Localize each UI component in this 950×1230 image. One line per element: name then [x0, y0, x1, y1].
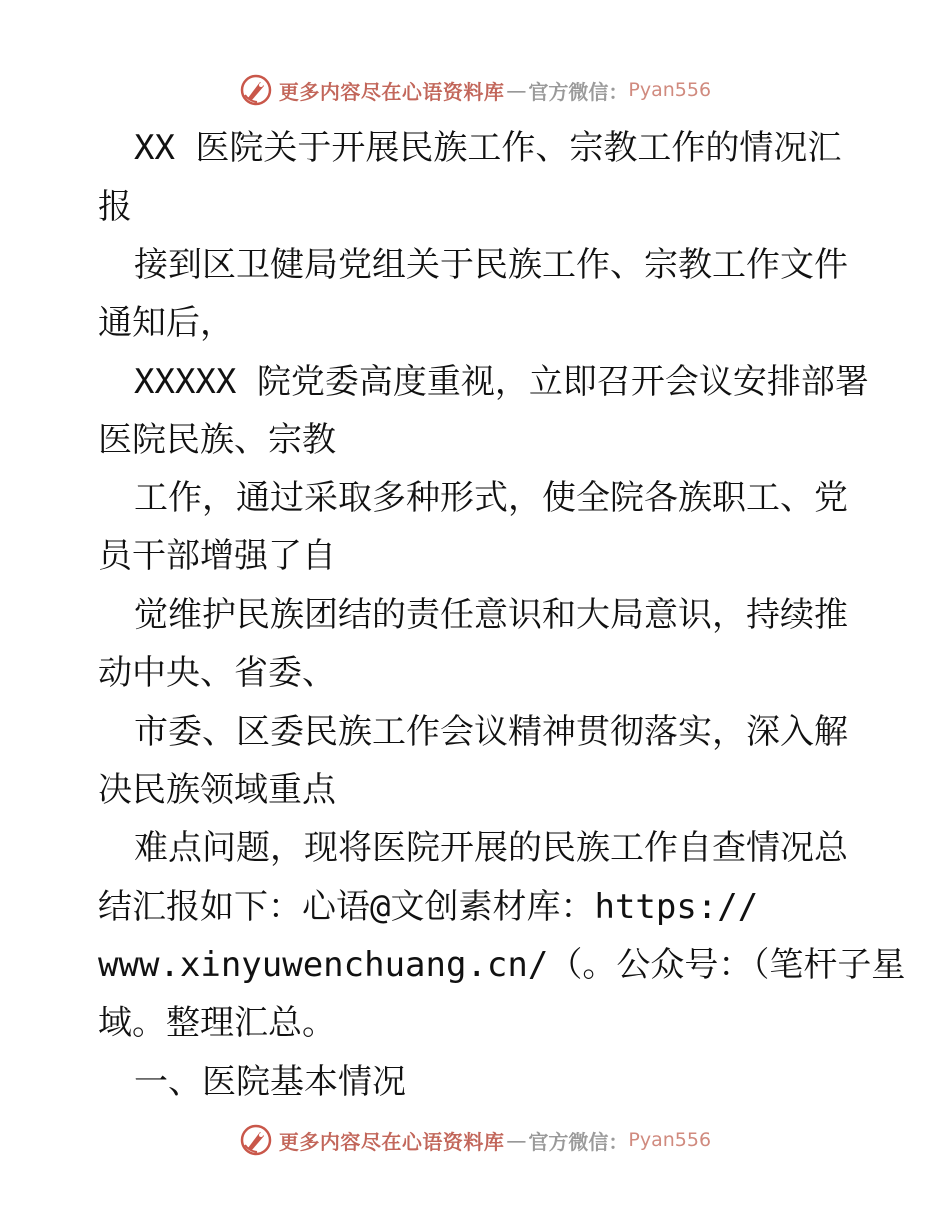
- paragraph-line: 动中央、省委、: [98, 653, 336, 693]
- paragraph-line: www.xinyuwenchuang.cn/（。公众号：（笔杆子星: [98, 945, 906, 985]
- banner-text: 更多内容尽在心语资料库: [278, 79, 505, 104]
- title-line-2: 报: [98, 187, 132, 227]
- title-line-1: XX 医院关于开展民族工作、宗教工作的情况汇: [134, 128, 842, 168]
- banner-separator: —: [506, 78, 527, 102]
- banner-contact-id: Pyan556: [628, 1129, 712, 1151]
- header-watermark-banner: [0, 70, 950, 110]
- banner-separator: —: [506, 1128, 527, 1152]
- section-heading: 一、医院基本情况: [134, 1062, 406, 1102]
- paragraph-line: 接到区卫健局党组关于民族工作、宗教工作文件: [134, 245, 848, 285]
- paragraph-line: 市委、区委民族工作会议精神贯彻落实，深入解: [134, 712, 848, 752]
- paragraph-line: 医院民族、宗教: [98, 420, 336, 460]
- banner-contact-label: 官方微信：: [528, 1129, 629, 1154]
- footer-watermark-banner: [0, 1120, 950, 1160]
- paragraph-line: 难点问题，现将医院开展的民族工作自查情况总: [134, 828, 848, 868]
- paragraph-line: 结汇报如下：心语@文创素材库：https://: [98, 887, 759, 927]
- paragraph-line: XXXXX 院党委高度重视，立即召开会议安排部署: [134, 362, 869, 402]
- paragraph-line: 觉维护民族团结的责任意识和大局意识，持续推: [134, 595, 848, 635]
- banner-contact-id: Pyan556: [628, 79, 712, 101]
- pen-nib-logo-icon: [239, 73, 273, 107]
- paragraph-line: 员干部增强了自: [98, 536, 336, 576]
- paragraph-line: 通知后，: [98, 303, 234, 343]
- banner-text: 更多内容尽在心语资料库: [278, 1129, 505, 1154]
- paragraph-line: 工作，通过采取多种形式，使全院各族职工、党: [134, 478, 848, 518]
- paragraph-line: 域。整理汇总。: [98, 1003, 336, 1043]
- banner-contact-label: 官方微信：: [528, 79, 629, 104]
- pen-nib-logo-icon: [239, 1123, 273, 1157]
- paragraph-line: 决民族领域重点: [98, 770, 336, 810]
